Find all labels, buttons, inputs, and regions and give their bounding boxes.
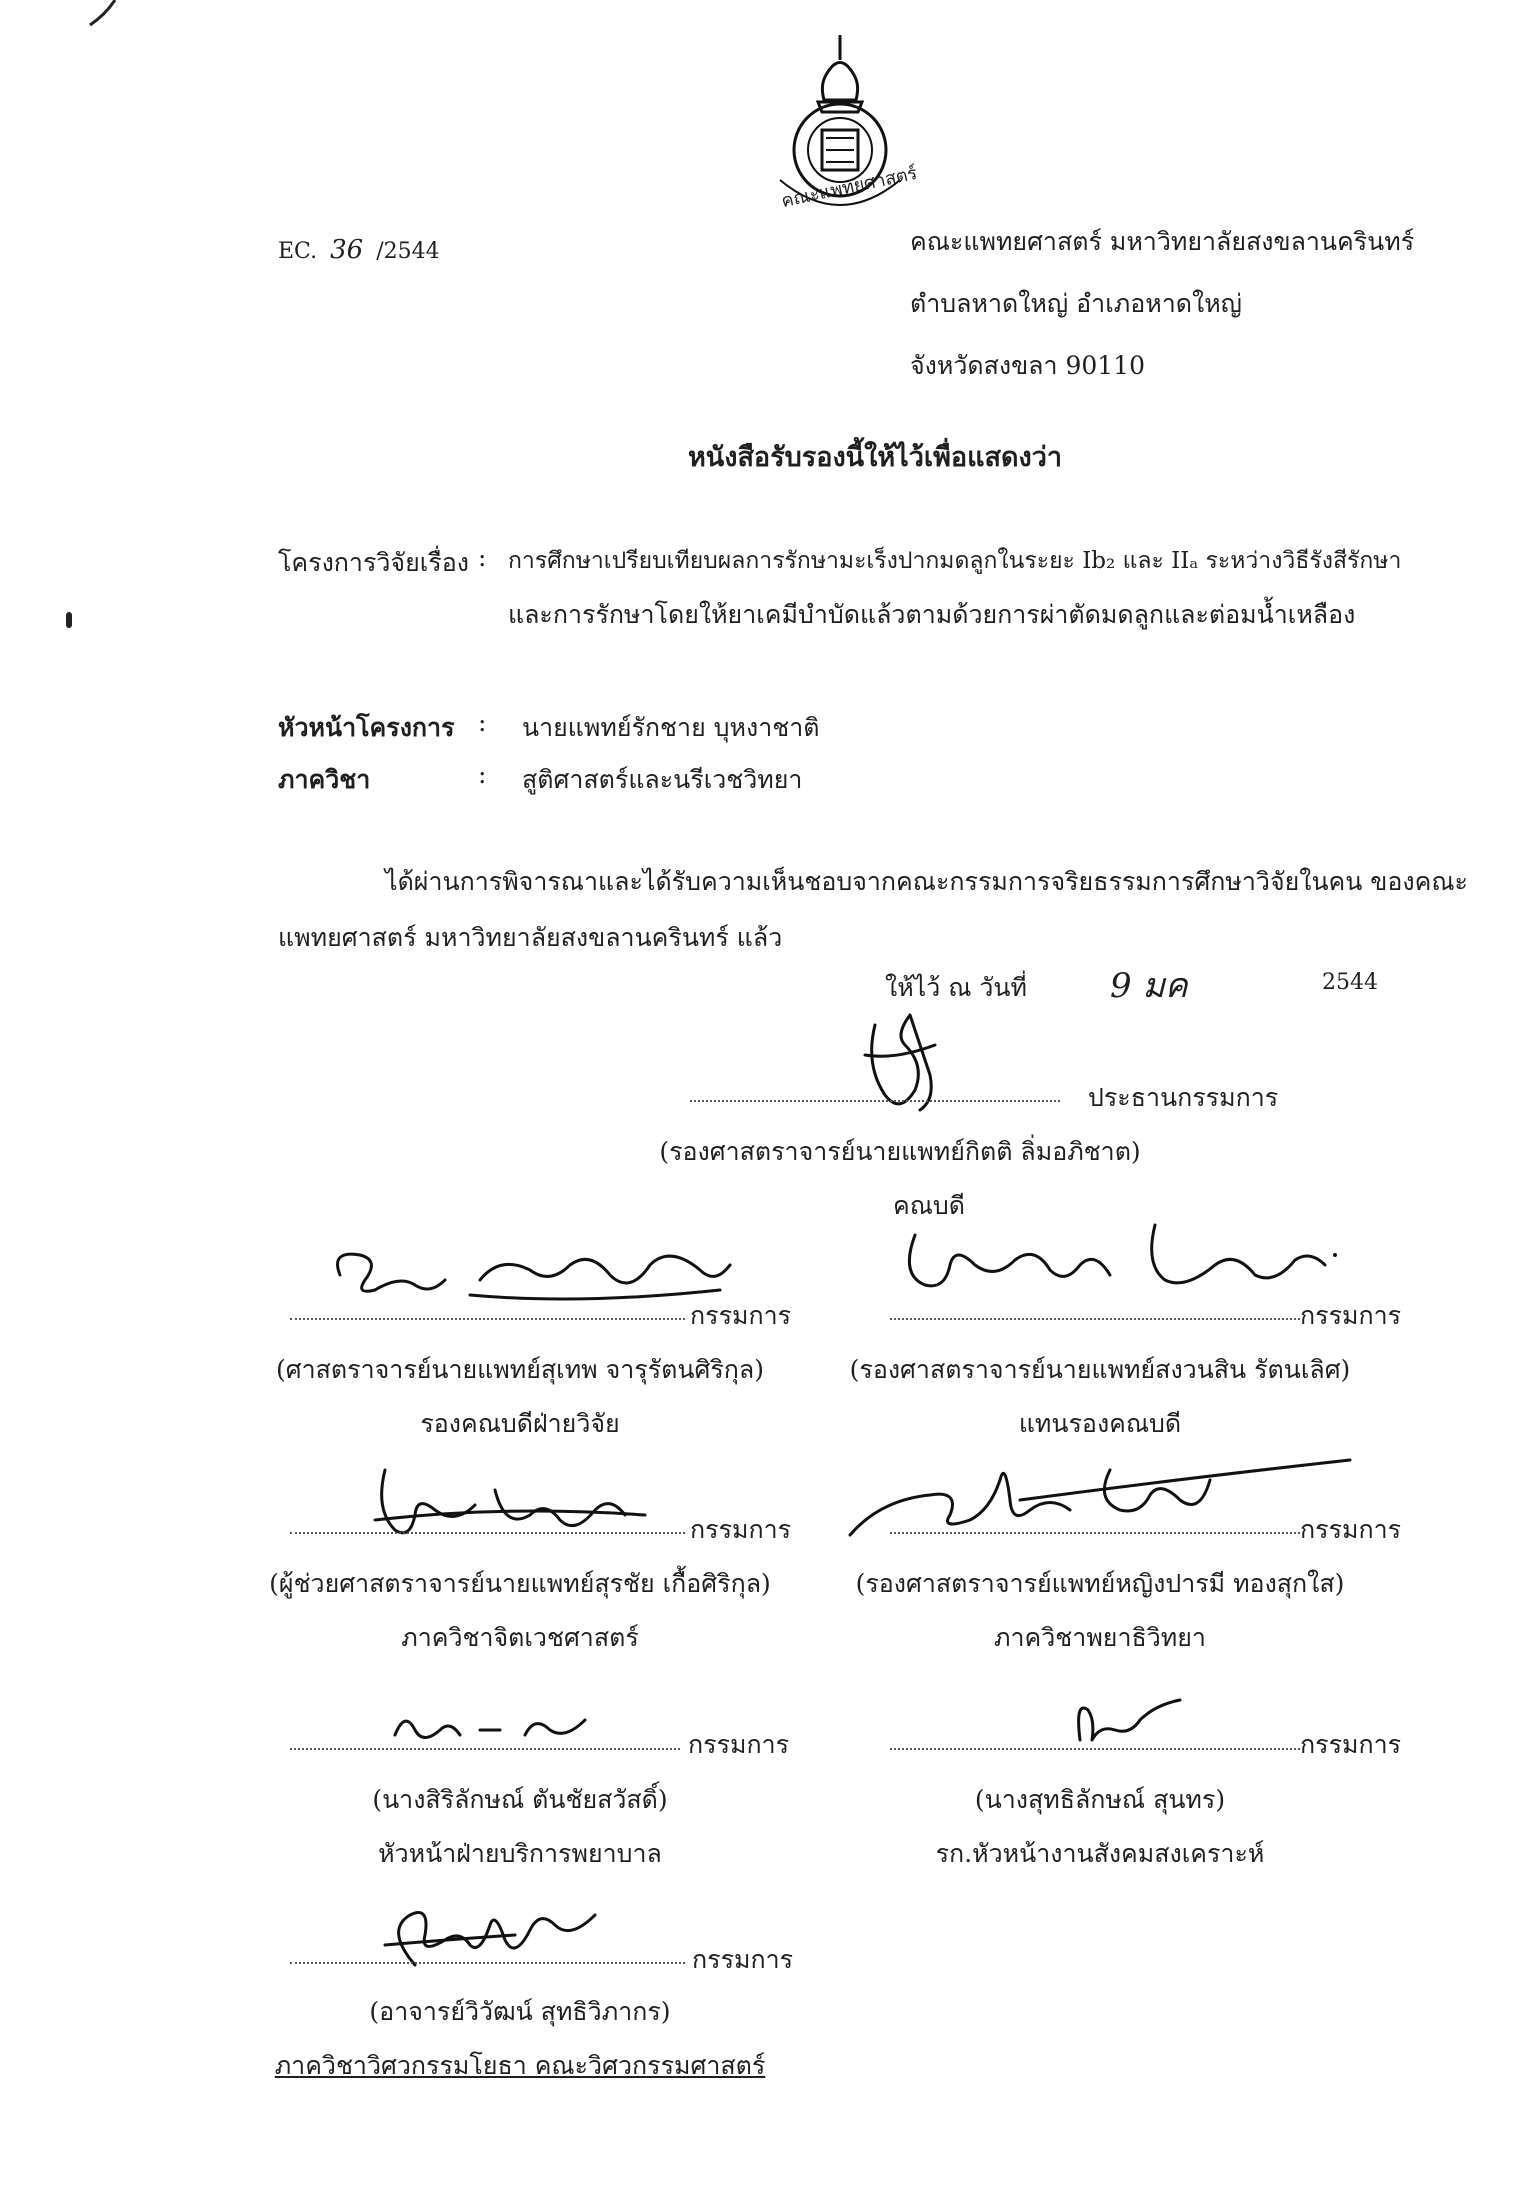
signatory-3-role: กรรมการ	[690, 1515, 792, 1544]
dept-colon: :	[478, 760, 487, 789]
signatory-6-role: กรรมการ	[1300, 1730, 1402, 1759]
signatory-4-role: กรรมการ	[1300, 1515, 1402, 1544]
signatory-3-signature	[355, 1460, 655, 1550]
body-line-2: แพทยศาสตร์ มหาวิทยาลัยสงขลานครินทร์ แล้ว	[278, 923, 783, 952]
signatory-6-signature	[1060, 1690, 1190, 1750]
ref-prefix: EC.	[278, 239, 318, 264]
head-colon: :	[478, 708, 487, 737]
address-block	[910, 222, 1414, 386]
signatory-2-name: (รองศาสตราจารย์นายแพทย์สงวนสิน รัตนเลิศ)	[849, 1355, 1351, 1384]
signatory-4-position: ภาควิชาพยาธิวิทยา	[994, 1623, 1206, 1652]
signatory-7-signature	[365, 1870, 605, 1970]
project-title-line-1: การศึกษาเปรียบเทียบผลการรักษามะเร็งปากมดลูกในระยะ Ib₂ และ IIₐ ระหว่างวิธีรังสีรักษา	[508, 548, 1402, 574]
chair-signature-line	[690, 1100, 1060, 1102]
signatory-1-role: กรรมการ	[690, 1301, 792, 1330]
reference-number	[278, 235, 440, 265]
signatory-1-signature-line	[290, 1318, 685, 1320]
scan-corner-mark	[85, 0, 125, 30]
signatory-6-name: (นางสุทธิลักษณ์ สุนทร)	[974, 1785, 1226, 1814]
signatory-4-signature-line	[890, 1532, 1300, 1534]
signatory-2-role: กรรมการ	[1300, 1301, 1402, 1330]
address-line-1: คณะแพทยศาสตร์ มหาวิทยาลัยสงขลานครินทร์	[910, 227, 1415, 256]
signatory-1-position: รองคณบดีฝ่ายวิจัย	[420, 1409, 620, 1438]
project-label: โครงการวิจัยเรื่อง	[278, 548, 469, 577]
date-prefix: ให้ไว้ ณ วันที่	[885, 973, 1027, 1002]
signatory-4-name: (รองศาสตราจารย์แพทย์หญิงปารมี ทองสุกใส)	[855, 1569, 1345, 1598]
signatory-1-name: (ศาสตราจารย์นายแพทย์สุเทพ จารุรัตนศิริกุล)	[276, 1355, 764, 1384]
body-line-1: ได้ผ่านการพิจารณาและได้รับความเห็นชอบจากคณะกรรมการจริยธรรมการศึกษาวิจัยในคน ของคณะ	[385, 867, 1468, 896]
date-handwritten: 9 มค	[1110, 966, 1188, 1006]
scan-mark	[66, 612, 72, 628]
signatory-2-position: แทนรองคณบดี	[1018, 1409, 1182, 1438]
signatory-7-name: (อาจารย์วิวัฒน์ สุทธิวิภากร)	[369, 1997, 671, 2026]
chair-position: คณบดี	[893, 1191, 966, 1220]
chair-role: ประธานกรรมการ	[1088, 1083, 1279, 1112]
signatory-6-position: รก.หัวหน้างานสังคมสงเคราะห์	[935, 1839, 1265, 1868]
signatory-5-signature	[385, 1700, 595, 1755]
signatory-1-signature	[320, 1235, 740, 1315]
ref-number: 36	[330, 235, 364, 265]
project-colon: :	[478, 543, 487, 572]
dept-value: สูติศาสตร์และนรีเวชวิทยา	[522, 765, 803, 794]
signatory-5-signature-line	[290, 1748, 680, 1750]
signatory-3-signature-line	[290, 1532, 685, 1534]
chair-name: (รองศาสตราจารย์นายแพทย์กิตติ ลิ่มอภิชาต)	[659, 1137, 1141, 1166]
address-line-3: จังหวัดสงขลา 90110	[910, 351, 1145, 380]
signatory-6-signature-line	[890, 1748, 1300, 1750]
seal-caption: คณะแพทยศาสตร์	[779, 162, 920, 213]
project-title-line-2: และการรักษาโดยให้ยาเคมีบำบัดแล้วตามด้วยการผ่าตัดมดลูกและต่อมน้ำเหลือง	[508, 600, 1356, 629]
signatory-3-position: ภาควิชาจิตเวชศาสตร์	[401, 1623, 639, 1652]
signatory-5-position: หัวหน้าฝ่ายบริการพยาบาล	[378, 1839, 662, 1868]
dept-label: ภาควิชา	[278, 765, 371, 794]
signatory-5-role: กรรมการ	[688, 1730, 790, 1759]
signatory-7-role: กรรมการ	[692, 1945, 794, 1974]
head-label: หัวหน้าโครงการ	[278, 713, 455, 742]
address-line-2: ตำบลหาดใหญ่ อำเภอหาดใหญ่	[910, 289, 1242, 318]
signatory-2-signature-line	[890, 1318, 1300, 1320]
signatory-5-name: (นางสิริลักษณ์ ตันชัยสวัสดิ์)	[372, 1785, 668, 1814]
signatory-3-name: (ผู้ช่วยศาสตราจารย์นายแพทย์สุรชัย เกื้อศิริกุล)	[269, 1569, 771, 1598]
signatory-4-signature	[840, 1440, 1360, 1540]
signatory-7-position: ภาควิชาวิศวกรรมโยธา คณะวิศวกรรมศาสตร์	[274, 2051, 766, 2080]
chair-signature	[845, 1005, 955, 1120]
ref-year: /2544	[376, 239, 440, 264]
date-year: 2544	[1322, 970, 1378, 995]
signatory-7-signature-line	[290, 1962, 685, 1964]
certificate-title: หนังสือรับรองนี้ให้ไว้เพื่อแสดงว่า	[688, 442, 1063, 473]
head-value: นายแพทย์รักชาย บุหงาชาติ	[522, 713, 820, 742]
signatory-2-signature	[895, 1205, 1355, 1305]
